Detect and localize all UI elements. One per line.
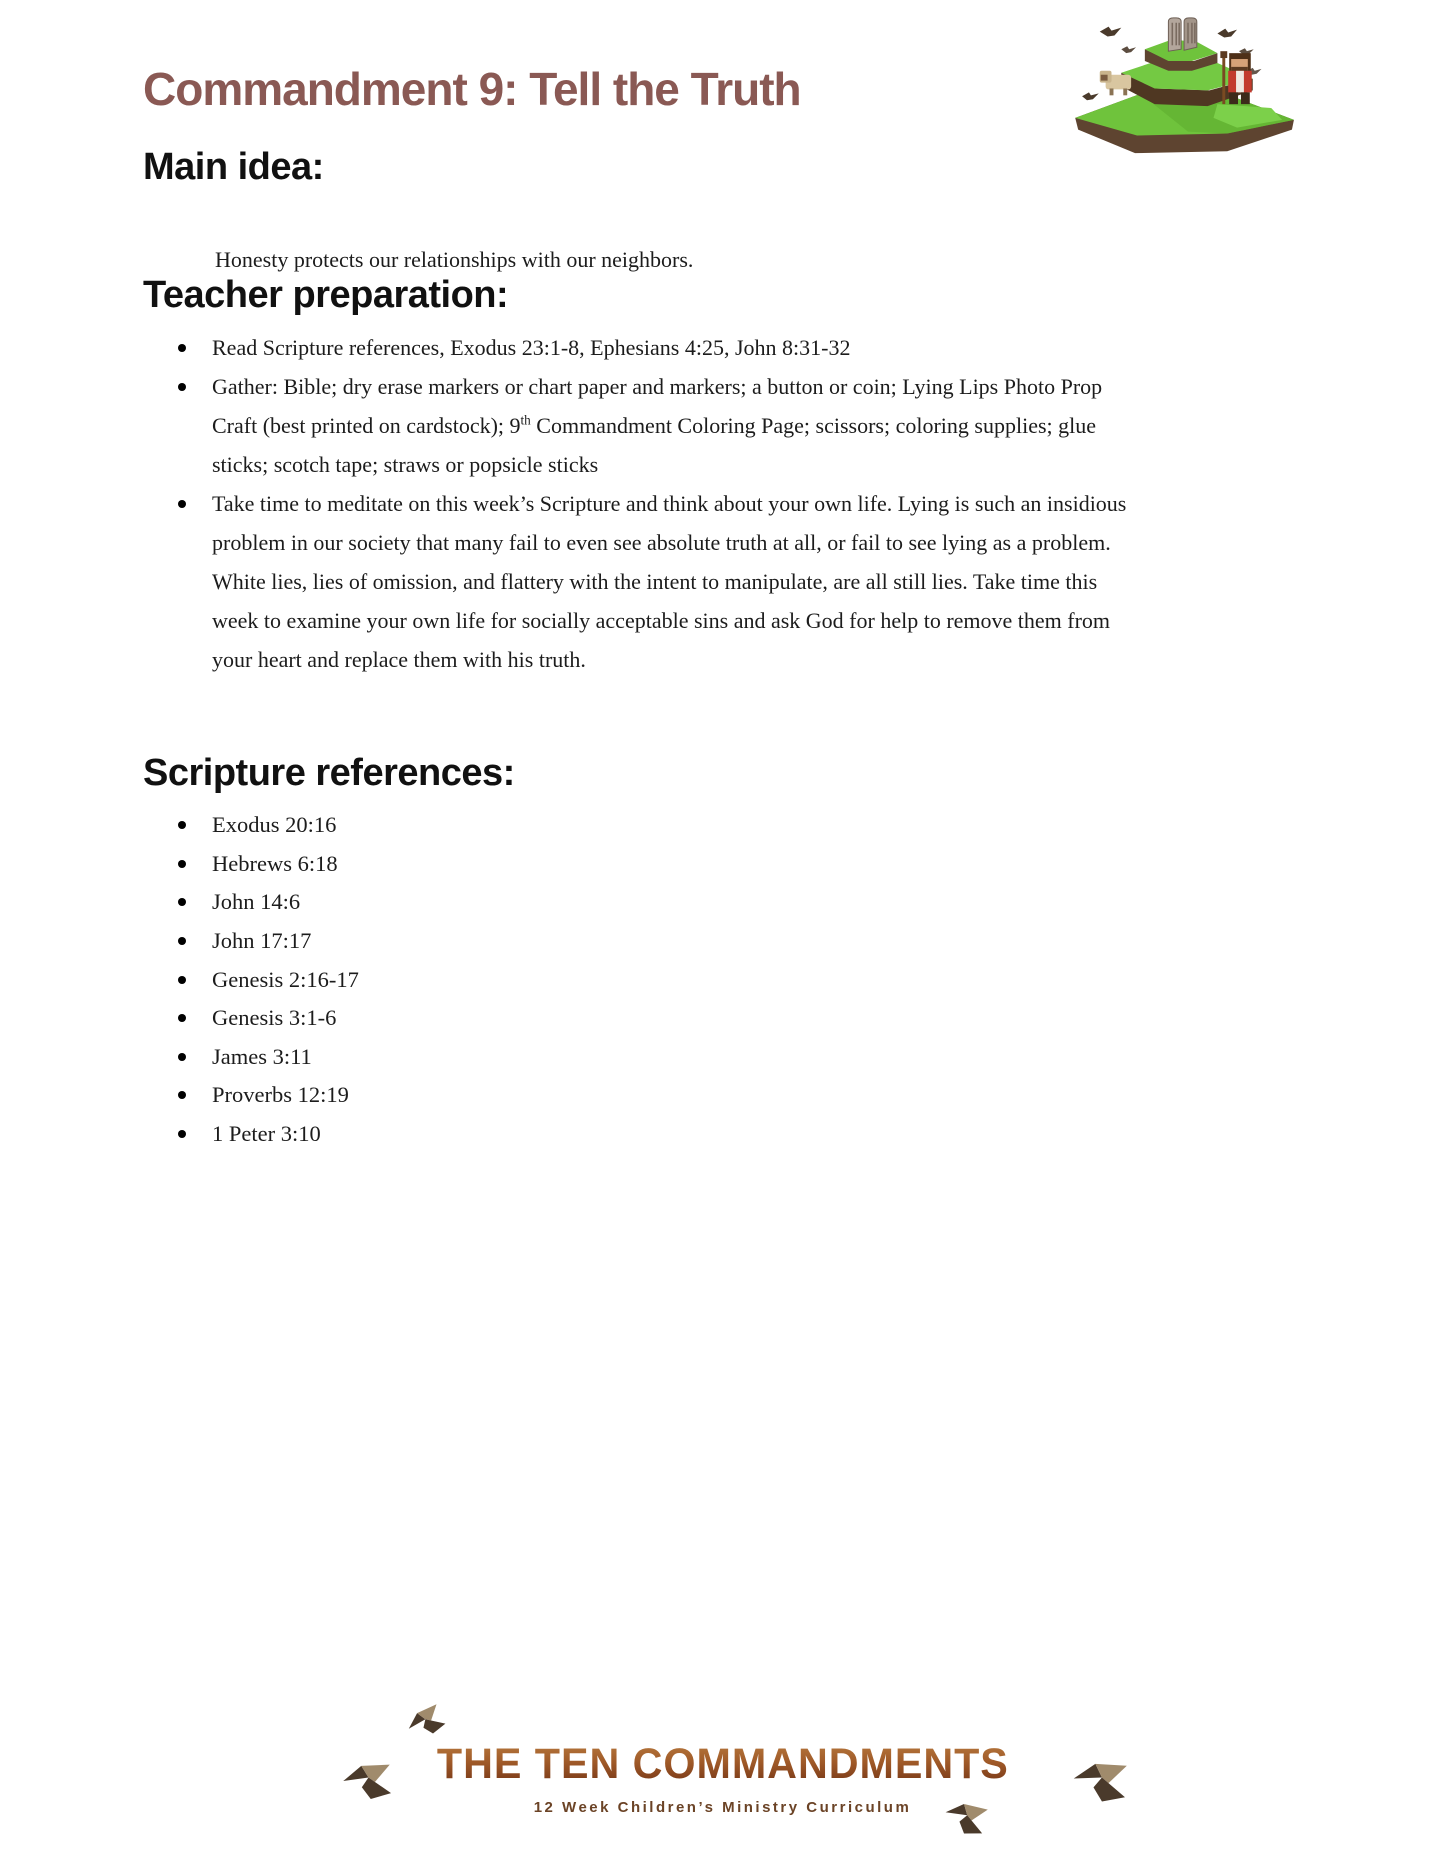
gather-text-post: Commandment Coloring Page; scissors; coloring supplies; glue sticks; scotch tape; straws or popsicle sticks [212, 413, 1097, 477]
list-item [178, 1076, 878, 1115]
prep-item-meditate: Take time to meditate on this week’s Scripture and think about your own life. Lying is such an insidious problem in our society that many fail to even see absolute truth at all, or fail to see lying as a problem. White lies, lies of omission, and flattery with the intent to manipulate, are all still lies. Take time this week to examine your own life for socially acceptable sins and ask God for help to remove them from your heart and replace them with his truth. [212, 491, 1127, 672]
bullet-icon [178, 1130, 186, 1138]
list-item [178, 922, 878, 961]
scripture-references-list [178, 806, 878, 1153]
list-item [178, 845, 878, 884]
list-item [178, 328, 1136, 367]
teacher-preparation-heading: Teacher preparation: [143, 274, 509, 316]
footer-logo [0, 1740, 1445, 1816]
gather-text-pre: Gather: Bible; dry erase markers or chart paper and markers; a button or coin; Lying Lips Photo Prop Craft (best printed on cardstock); 9 [212, 374, 1103, 438]
list-item [178, 806, 878, 845]
bullet-icon [178, 1091, 186, 1099]
list-item [178, 883, 878, 922]
bullet-icon [178, 1053, 186, 1061]
scripture-ref: Genesis 3:1-6 [212, 1005, 337, 1031]
prep-item-read: Read Scripture references, Exodus 23:1-8, Ephesians 4:25, John 8:31-32 [212, 335, 851, 360]
list-item [178, 1115, 878, 1154]
bullet-icon [178, 344, 186, 352]
list-item [178, 999, 878, 1038]
main-idea-heading: Main idea: [143, 146, 324, 188]
bird-icon [402, 1701, 450, 1742]
moses-figure-icon [1220, 51, 1251, 104]
scripture-ref: John 17:17 [212, 928, 312, 954]
bullet-icon [178, 383, 186, 391]
prep-item-gather [212, 367, 1136, 484]
list-item [178, 960, 878, 999]
main-idea-body: Honesty protects our relationships with our neighbors. [215, 247, 694, 272]
bullet-icon [178, 821, 186, 829]
scripture-ref: Hebrews 6:18 [212, 850, 338, 876]
scripture-ref: Exodus 20:16 [212, 812, 337, 838]
bullet-icon [178, 860, 186, 868]
scripture-ref: John 14:6 [212, 889, 301, 915]
scripture-ref: 1 Peter 3:10 [212, 1121, 321, 1147]
scripture-ref: Proverbs 12:19 [212, 1082, 349, 1108]
bullet-icon [178, 1014, 186, 1022]
footer-logo-subtitle: 12 Week Children’s Ministry Curriculum [533, 1799, 912, 1816]
scripture-ref: Genesis 2:16-17 [212, 966, 359, 992]
grass-mountain-icon [1068, 10, 1308, 162]
teacher-preparation-list [178, 328, 1136, 679]
ordinal-superscript: th [520, 412, 531, 428]
bird-icon [337, 1756, 398, 1805]
bullet-icon [178, 937, 186, 945]
bullet-icon [178, 898, 186, 906]
list-item [178, 1038, 878, 1077]
page-title: Commandment 9: Tell the Truth [143, 63, 801, 115]
scripture-ref: James 3:11 [212, 1043, 312, 1069]
list-item [178, 484, 1136, 679]
footer-logo-title: THE TEN COMMANDMENTS [436, 1740, 1009, 1788]
bullet-icon [178, 976, 186, 984]
scripture-references-heading: Scripture references: [143, 752, 515, 794]
mountain-illustration [1068, 10, 1308, 162]
list-item [178, 367, 1136, 484]
bullet-icon [178, 500, 186, 508]
